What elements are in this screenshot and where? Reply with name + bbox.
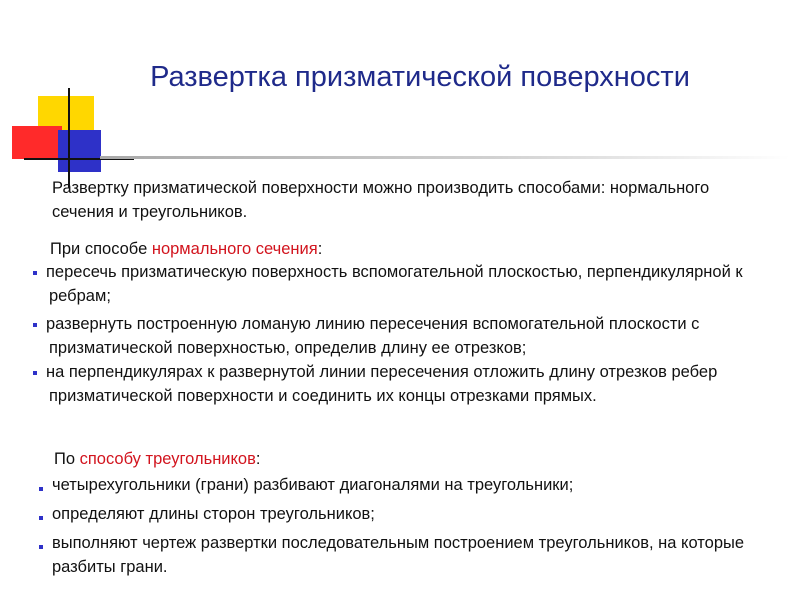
- list-item-text: пересечь призматическую поверхность вспомогательной плоскостью, перпендикулярной к ребрам;: [46, 263, 743, 305]
- section2-lead: По: [54, 450, 80, 468]
- section1-lead: При способе: [50, 240, 152, 258]
- bullet-icon: [33, 371, 37, 375]
- list-item: [30, 260, 770, 308]
- section1-heading: [50, 237, 322, 261]
- bullet-icon: [33, 271, 37, 275]
- bullet-icon: [33, 323, 37, 327]
- intro-paragraph: Развертку призматической поверхности можно производить способами: нормального сечения и треугольников.: [52, 179, 710, 221]
- list-item-text: определяют длины сторон треугольников;: [52, 505, 375, 523]
- list-item: [36, 473, 776, 497]
- bullet-icon: [39, 545, 43, 549]
- list-item-text: четырехугольники (грани) разбивают диагоналями на треугольники;: [52, 476, 574, 494]
- list-item: [30, 360, 770, 408]
- slide-title: Развертка призматической поверхности: [150, 61, 690, 93]
- section2-tail: :: [255, 450, 261, 468]
- section2-heading: [54, 447, 260, 471]
- list-item-text: выполняют чертеж развертки последовательным построением треугольников, на которые разбиты грани.: [52, 534, 745, 576]
- title-divider: [100, 156, 790, 159]
- bullet-icon: [39, 487, 43, 491]
- decor-blue-square: [58, 130, 101, 172]
- list-item: [36, 531, 776, 579]
- decor-red-square: [12, 126, 62, 159]
- list-item: [30, 312, 770, 360]
- section2-highlight: способу треугольников: [79, 450, 256, 468]
- bullet-icon: [39, 516, 43, 520]
- decor-yellow-square: [38, 96, 94, 130]
- list-item-text: на перпендикулярах к развернутой линии пересечения отложить длину отрезков ребер призматической поверхности и соединить их концы отрезками прямых.: [46, 363, 718, 405]
- list-item-text: развернуть построенную ломаную линию пересечения вспомогательной плоскости с призматической поверхностью, определив длину ее отрезков;: [46, 315, 700, 357]
- list-item: [36, 502, 776, 526]
- section1-tail: :: [317, 240, 323, 258]
- section1-highlight: нормального сечения: [151, 240, 318, 258]
- decor-vertical-line: [68, 88, 70, 188]
